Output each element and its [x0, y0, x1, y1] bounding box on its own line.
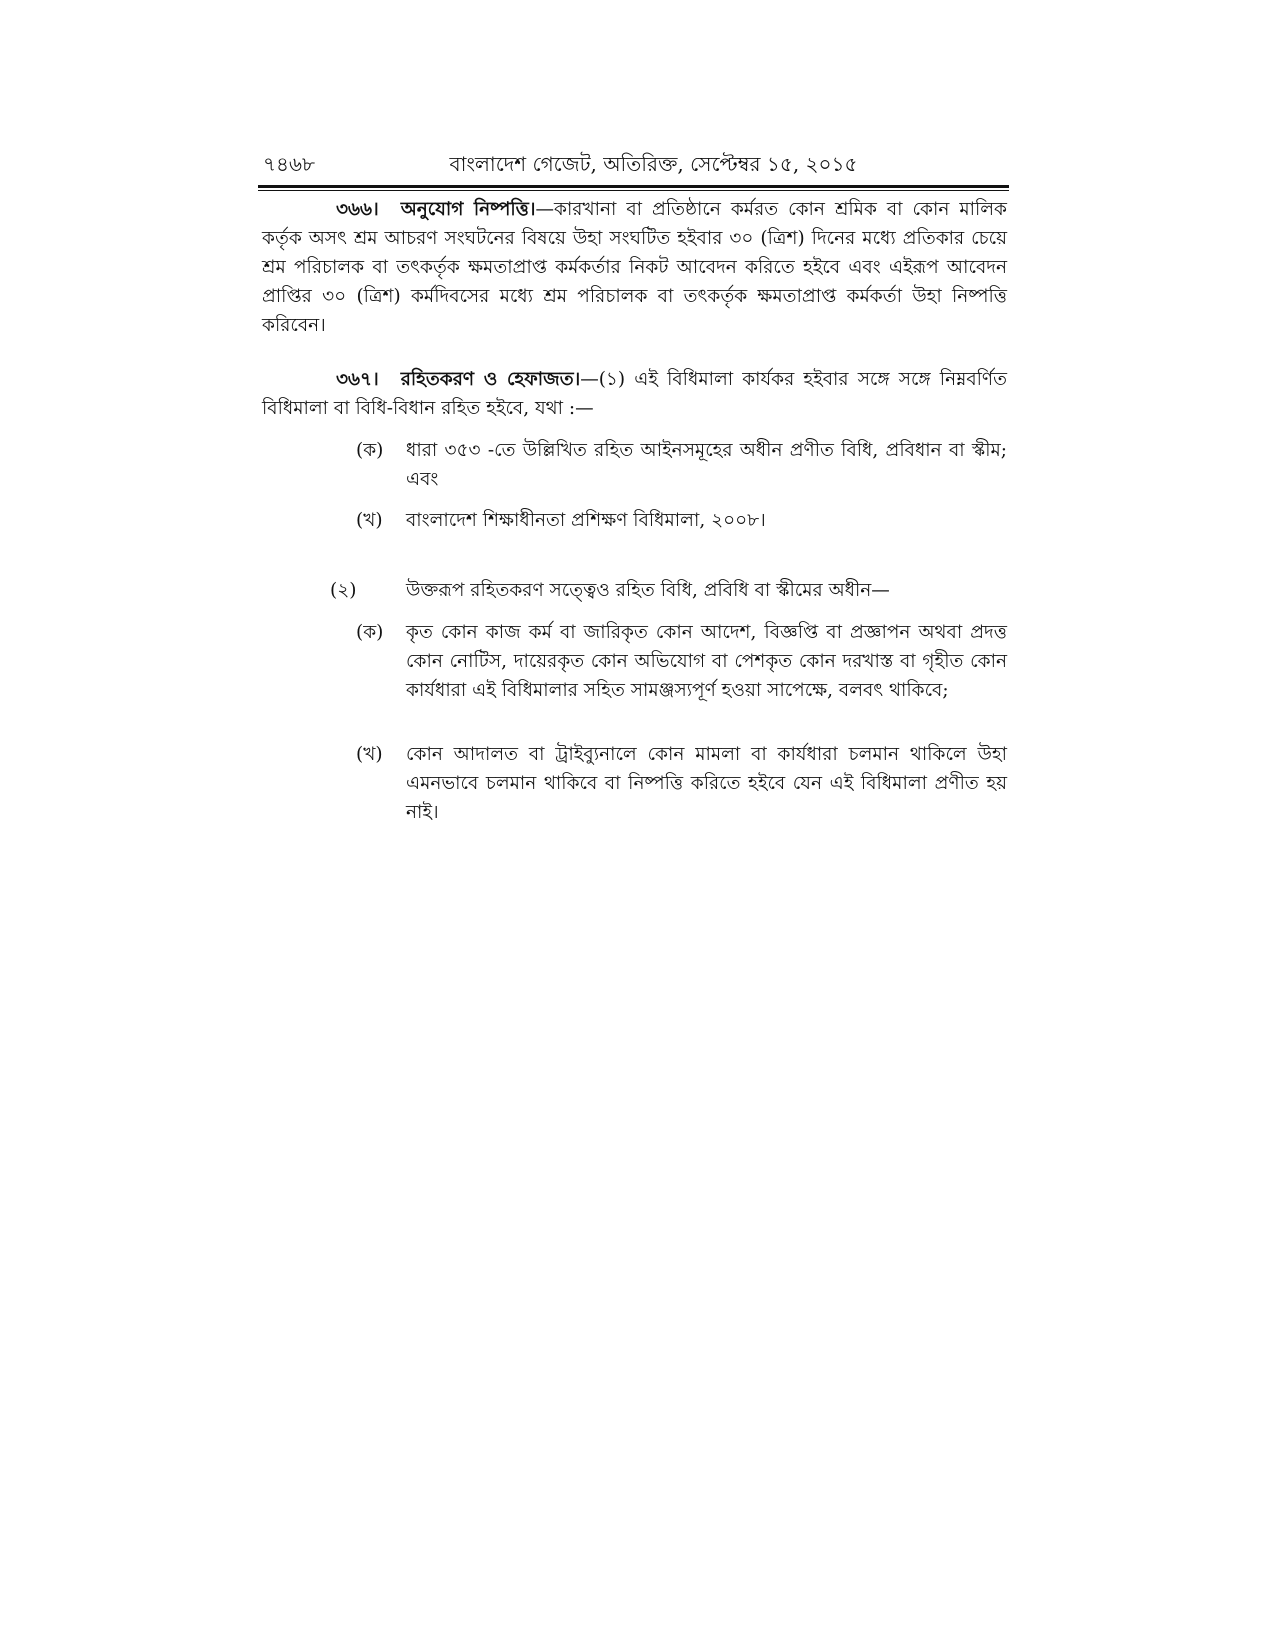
section-367-number: ৩৬৭। [336, 369, 379, 390]
item-text: বাংলাদেশ শিক্ষাধীনতা প্রশিক্ষণ বিধিমালা, ২০০৮। [406, 510, 766, 531]
list-item [356, 618, 1007, 734]
header-rule-thin [258, 190, 1009, 191]
section-367-heading: রহিতকরণ ও হেফাজত। [400, 369, 581, 390]
item-text: কৃত কোন কাজ কর্ম বা জারিকৃত কোন আদেশ, বিজ্ঞপ্তি বা প্রজ্ঞাপন অথবা প্রদত্ত কোন নোটিস, দায়েরকৃত কোন অভিযোগ বা পেশকৃত কোন দরখাস্ত বা গৃহীত কোন কার্যধারা এই বিধিমালার সহিত সামঞ্জস্যপূর্ণ হওয়া সাপেক্ষে, বলবৎ থাকিবে; [406, 622, 1007, 701]
section-366 [262, 195, 1007, 340]
subsection-2-label: (২) [330, 580, 357, 601]
page-number: ৭৪৬৮ [263, 152, 315, 176]
section-367-text: —(১) এই বিধিমালা কার্যকর হইবার সঙ্গে সঙ্গে নিম্নবর্ণিত বিধিমালা বা বিধি-বিধান রহিত হইবে, যথা :— [262, 369, 1007, 419]
item-label: (খ) [356, 510, 383, 531]
section-366-number: ৩৬৬। [336, 199, 379, 220]
running-title: বাংলাদেশ গেজেট, অতিরিক্ত, সেপ্টেম্বর ১৫, ২০১৫ [449, 152, 858, 176]
list-item [356, 740, 1007, 830]
item-text: ধারা ৩৫৩ -তে উল্লিখিত রহিত আইনসমূহের অধীন প্রণীত বিধি, প্রবিধান বা স্কীম; এবং [406, 440, 1007, 490]
item-label: (খ) [356, 744, 383, 765]
page-header [258, 150, 1009, 180]
subsection-2 [330, 576, 1007, 606]
header-rule-thick [258, 185, 1009, 188]
item-text: কোন আদালত বা ট্রাইব্যুনালে কোন মামলা বা কার্যধারা চলমান থাকিলে উহা এমনভাবে চলমান থাকিবে বা নিষ্পত্তি করিতে হইবে যেন এই বিধিমালা প্রণীত হয় নাই। [406, 744, 1007, 823]
section-367 [262, 365, 1007, 423]
list-item [356, 506, 1007, 536]
item-label: (ক) [356, 440, 384, 461]
item-label: (ক) [356, 622, 384, 643]
subsection-2-text: উক্তরূপ রহিতকরণ সত্ত্বেও রহিত বিধি, প্রবিধি বা স্কীমের অধীন— [406, 580, 890, 601]
list-item [356, 436, 1007, 496]
section-366-text: —কারখানা বা প্রতিষ্ঠানে কর্মরত কোন শ্রমিক বা কোন মালিক কর্তৃক অসৎ শ্রম আচরণ সংঘটনের বিষয়ে উহা সংঘটিত হইবার ৩০ (ত্রিশ) দিনের মধ্যে প্রতিকার চেয়ে শ্রম পরিচালক বা তৎকর্তৃক ক্ষমতাপ্রাপ্ত কর্মকর্তার নিকট আবেদন করিতে হইবে এবং এইরূপ আবেদন প্রাপ্তির ৩০ (ত্রিশ) কর্মদিবসের মধ্যে শ্রম পরিচালক বা তৎকর্তৃক ক্ষমতাপ্রাপ্ত কর্মকর্তা উহা নিষ্পত্তি করিবেন। [262, 199, 1007, 336]
section-366-heading: অনুযোগ নিষ্পত্তি। [400, 199, 536, 220]
